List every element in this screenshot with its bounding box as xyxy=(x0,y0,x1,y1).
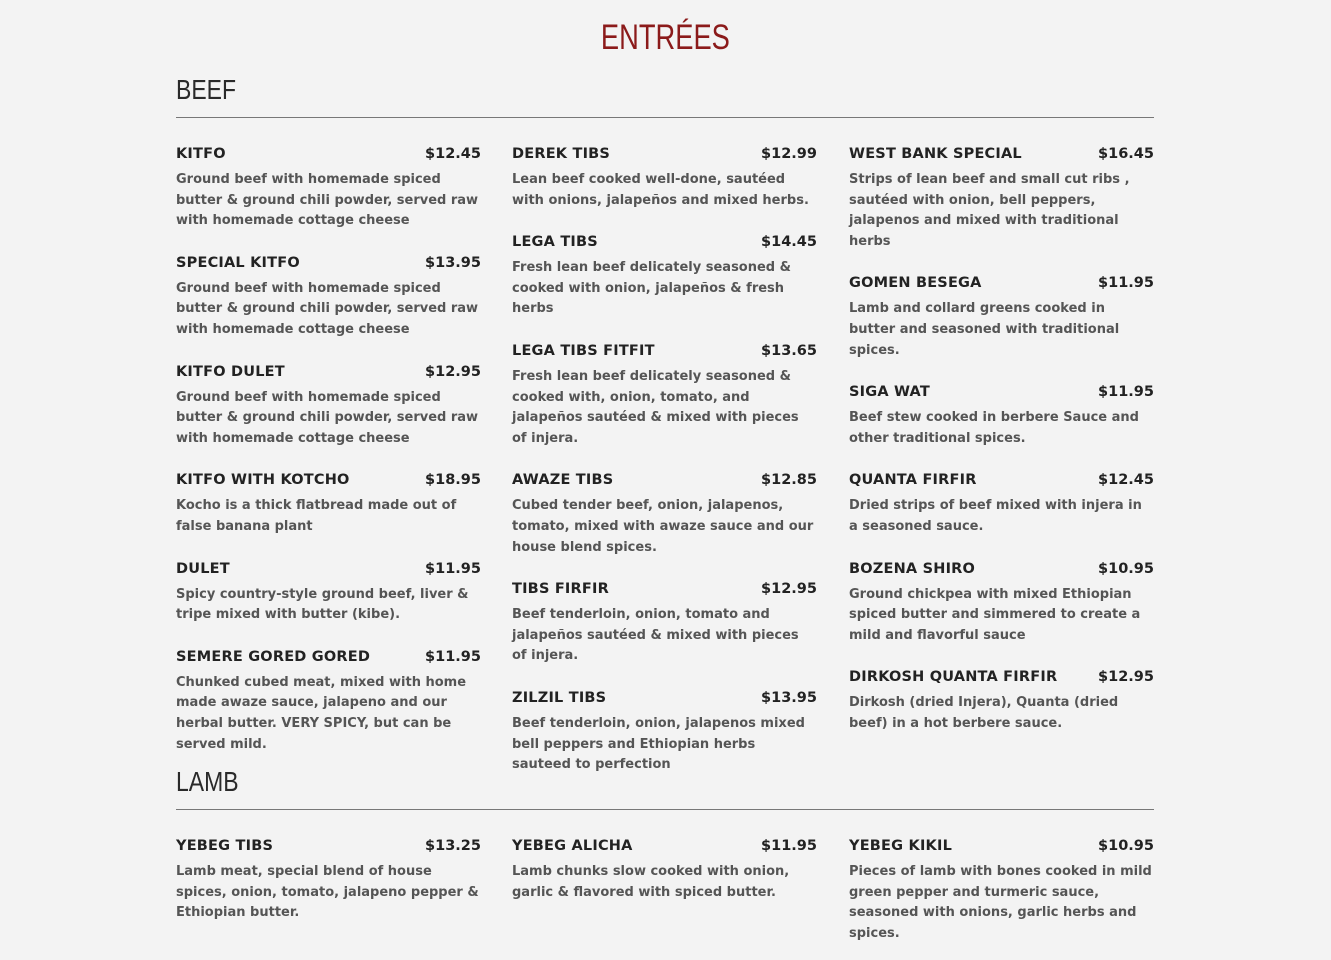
menu-item-description: Dirkosh (dried Injera), Quanta (dried beef) in a hot berbere sauce. xyxy=(849,695,1119,731)
menu-item xyxy=(176,649,481,755)
menu-item-header xyxy=(849,472,1154,494)
menu-item-name: DEREK TIBS xyxy=(512,146,611,162)
menu-item xyxy=(849,561,1154,647)
menu-item xyxy=(512,343,817,449)
section-divider xyxy=(176,809,1154,810)
menu-item-description: Strips of lean beef and small cut ribs , sautéed with onion, bell peppers, jalapenos and mixed with traditional herbs xyxy=(849,172,1130,249)
menu-item-description: Beef stew cooked in berbere Sauce and other traditional spices. xyxy=(849,410,1139,446)
menu-item-header xyxy=(849,669,1154,691)
menu-item-price: $11.95 xyxy=(425,560,481,577)
menu-item-header xyxy=(512,343,817,365)
menu-item-price: $10.95 xyxy=(1098,838,1154,854)
menu-column xyxy=(512,838,817,926)
menu-item-name: TIBS FIRFIR xyxy=(512,581,609,598)
menu-item xyxy=(512,838,817,903)
menu-item-name: BOZENA SHIRO xyxy=(849,560,976,577)
menu-item xyxy=(849,275,1154,361)
menu-item-price: $12.95 xyxy=(1098,669,1154,686)
section-divider xyxy=(176,117,1154,118)
menu-item xyxy=(512,472,817,558)
menu-item-name: DULET xyxy=(176,560,230,577)
menu-column xyxy=(849,838,1154,960)
menu-item-description: Ground beef with homemade spiced butter & ground chili powder, served raw with homemade cottage cheese xyxy=(176,389,479,446)
menu-item-description: Ground beef with homemade spiced butter & ground chili powder, served raw with homemade cottage cheese xyxy=(176,172,479,229)
section-title-lamb: LAMB xyxy=(176,766,239,797)
menu-item-price: $11.95 xyxy=(1098,384,1154,401)
menu-item-description: Lean beef cooked well-done, sautéed with onions, jalapeños and mixed herbs. xyxy=(512,172,809,208)
menu-item xyxy=(176,364,481,450)
menu-item-price: $13.25 xyxy=(425,838,481,854)
menu-item-name: KITFO WITH KOTCHO xyxy=(176,472,350,489)
menu-item xyxy=(849,472,1154,537)
menu-column xyxy=(176,146,481,778)
menu-item-header xyxy=(849,838,1154,860)
menu-item-price: $12.45 xyxy=(1098,472,1154,489)
menu-item-description: Lamb and collard greens cooked in butter and seasoned with traditional spices. xyxy=(849,301,1120,358)
menu-item-header xyxy=(512,838,817,860)
menu-item-description: Beef tenderloin, onion, jalapenos mixed bell peppers and Ethiopian herbs sauteed to perfection xyxy=(512,715,805,773)
menu-item-price: $12.95 xyxy=(425,363,481,380)
menu-item-name: DIRKOSH QUANTA FIRFIR xyxy=(849,669,1058,686)
menu-item-header xyxy=(512,234,817,256)
menu-item-name: WEST BANK SPECIAL xyxy=(849,146,1022,162)
menu-item xyxy=(512,146,817,211)
menu-item-price: $14.45 xyxy=(761,234,817,251)
menu-column xyxy=(176,838,481,947)
menu-item-header xyxy=(512,472,817,494)
menu-item-header xyxy=(176,838,481,860)
menu-item xyxy=(176,146,481,232)
menu-item-price: $13.95 xyxy=(425,254,481,271)
menu-item-price: $13.95 xyxy=(761,689,817,706)
menu-item-description: Ground chickpea with mixed Ethiopian spiced butter and simmered to create a mild and flavorful sauce xyxy=(849,586,1141,643)
menu-item-description: Spicy country-style ground beef, liver & tripe mixed with butter (kibe). xyxy=(176,586,469,623)
menu-item xyxy=(176,255,481,341)
menu-item-price: $12.99 xyxy=(761,146,817,162)
menu-item-name: YEBEG KIKIL xyxy=(849,838,953,854)
menu-item-description: Lamb meat, special blend of house spices, onion, tomato, jalapeno pepper & Ethiopian butter. xyxy=(176,864,479,921)
menu-item-header xyxy=(176,255,481,277)
menu-item-name: GOMEN BESEGA xyxy=(849,275,982,292)
menu-item-description: Fresh lean beef delicately seasoned & cooked with onion, jalapeños & fresh herbs xyxy=(512,260,791,317)
menu-item-price: $16.45 xyxy=(1098,146,1154,162)
menu-item xyxy=(849,838,1154,944)
menu-item-description: Lamb chunks slow cooked with onion, garlic & flavored with spiced butter. xyxy=(512,864,790,900)
menu-item-description: Dried strips of beef mixed with injera in a seasoned sauce. xyxy=(849,498,1142,534)
menu-item-header xyxy=(176,649,481,671)
lamb-section xyxy=(176,762,1154,941)
menu-item-price: $10.95 xyxy=(1098,560,1154,577)
menu-item-description: Cubed tender beef, onion, jalapenos, tomato, mixed with awaze sauce and our house blend spices. xyxy=(512,498,814,555)
menu-item-header xyxy=(176,146,481,168)
menu-item-header xyxy=(176,364,481,386)
menu-item-name: SEMERE GORED GORED xyxy=(176,648,371,665)
menu-item xyxy=(849,384,1154,449)
menu-item-name: SPECIAL KITFO xyxy=(176,254,300,271)
menu-item-price: $12.95 xyxy=(761,581,817,598)
menu-item-header xyxy=(512,690,817,712)
page-title: ENTRÉES xyxy=(600,18,730,57)
menu-item-description: Kocho is a thick flatbread made out of false banana plant xyxy=(176,498,457,534)
menu-item-header xyxy=(849,275,1154,297)
menu-item-price: $13.65 xyxy=(761,342,817,359)
menu-item xyxy=(512,234,817,320)
menu-item-description: Fresh lean beef delicately seasoned & cooked with, onion, tomato, and jalapeños sautéed & mixed with pieces of injera. xyxy=(512,368,799,446)
menu-item-header xyxy=(512,581,817,603)
menu-item-name: KITFO xyxy=(176,146,226,162)
menu-item xyxy=(849,669,1154,734)
menu-item-price: $12.85 xyxy=(761,472,817,489)
section-title-beef: BEEF xyxy=(176,74,236,105)
menu-item-name: KITFO DULET xyxy=(176,363,285,380)
menu-item-name: ZILZIL TIBS xyxy=(512,689,607,706)
menu-item-name: AWAZE TIBS xyxy=(512,472,614,489)
menu-item-name: YEBEG ALICHA xyxy=(512,838,633,854)
beef-section xyxy=(176,70,1154,773)
menu-item-header xyxy=(849,384,1154,406)
menu-item-header xyxy=(849,561,1154,583)
menu-item-header xyxy=(176,472,481,494)
menu-item-header xyxy=(512,146,817,168)
menu-item-name: LEGA TIBS FITFIT xyxy=(512,342,655,359)
menu-item-price: $18.95 xyxy=(425,472,481,489)
menu-item-name: QUANTA FIRFIR xyxy=(849,472,977,489)
menu-item-header xyxy=(849,146,1154,168)
menu-item-name: LEGA TIBS xyxy=(512,234,598,251)
menu-item-price: $11.95 xyxy=(761,838,817,854)
menu-item-price: $11.95 xyxy=(425,648,481,665)
menu-item-price: $12.45 xyxy=(425,146,481,162)
menu-item-description: Pieces of lamb with bones cooked in mild green pepper and turmeric sauce, seasoned with onions, garlic herbs and spices. xyxy=(849,864,1152,941)
menu-item xyxy=(176,561,481,626)
menu-item-name: SIGA WAT xyxy=(849,384,930,401)
menu-item-name: YEBEG TIBS xyxy=(176,838,274,854)
menu-column xyxy=(512,146,817,799)
menu-item-description: Ground beef with homemade spiced butter & ground chili powder, served raw with homemade cottage cheese xyxy=(176,280,479,337)
menu-column xyxy=(849,146,1154,758)
menu-item-price: $11.95 xyxy=(1098,275,1154,292)
menu-item xyxy=(176,472,481,537)
menu-item xyxy=(512,581,817,667)
menu-item xyxy=(849,146,1154,252)
menu-item xyxy=(176,838,481,924)
menu-item-header xyxy=(176,561,481,583)
menu-item-description: Beef tenderloin, onion, tomato and jalapeños sautéed & mixed with pieces of injera. xyxy=(512,607,799,664)
menu-item-description: Chunked cubed meat, mixed with home made awaze sauce, jalapeno and our herbal butter. VERY SPICY, but can be served mild. xyxy=(176,674,467,752)
